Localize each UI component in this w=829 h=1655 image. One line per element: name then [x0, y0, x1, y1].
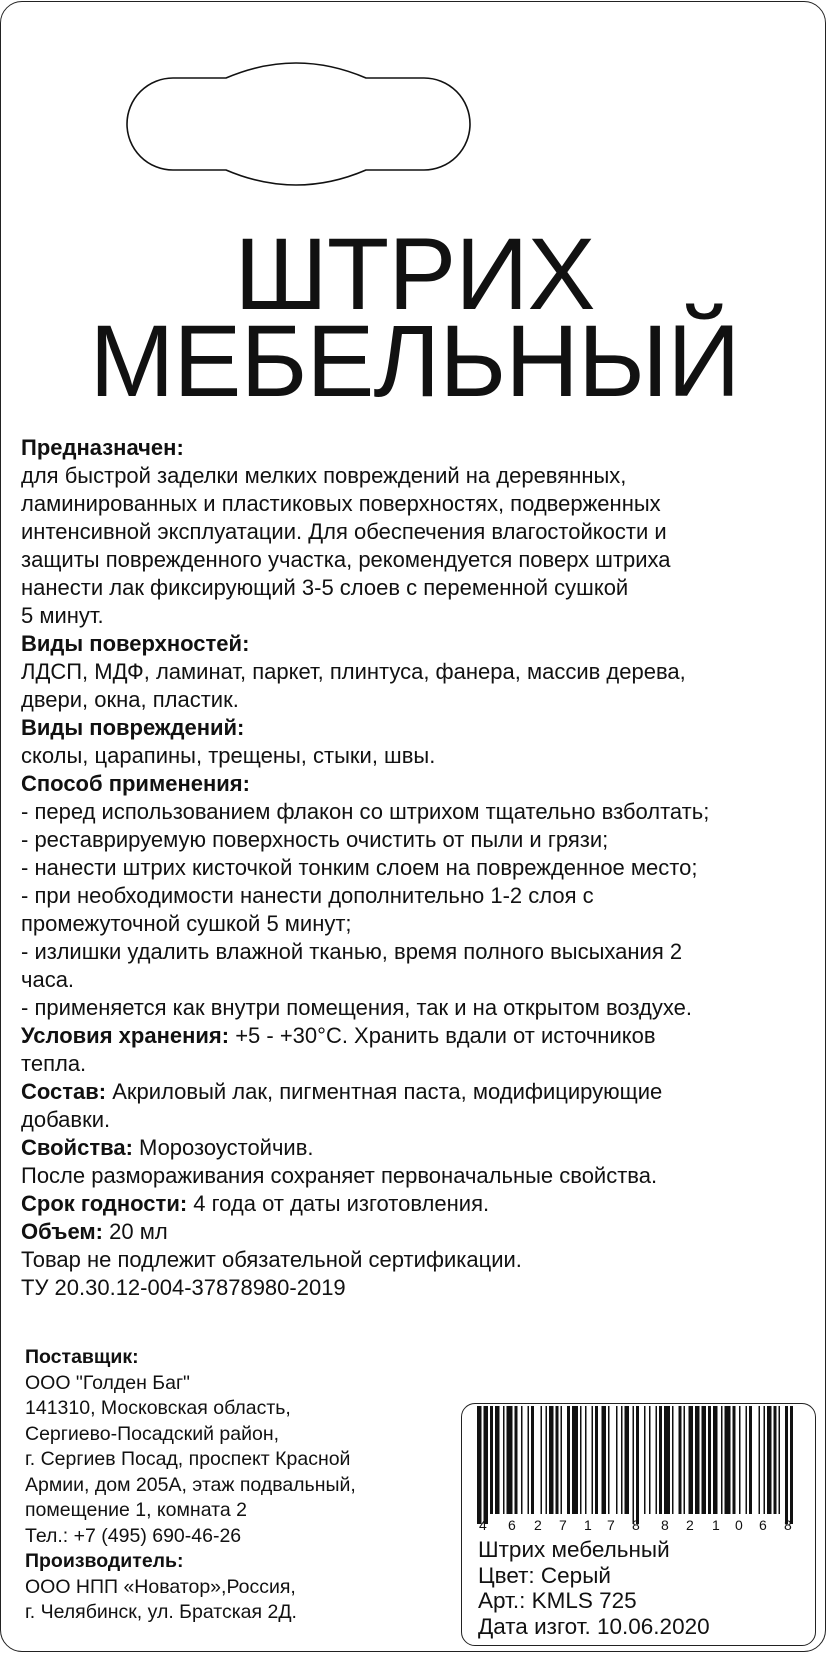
shelf-life-row [21, 1190, 821, 1218]
properties-heading: Свойства: [21, 1135, 133, 1160]
barcode-digit: 1 [712, 1517, 720, 1533]
barcode-bar [625, 1406, 630, 1514]
barcode-bar [602, 1406, 607, 1514]
hang-hole [0, 0, 829, 220]
purpose-line: интенсивной эксплуатации. Для обеспечения влагостойкости и [21, 519, 667, 544]
barcode-bar [521, 1406, 523, 1514]
barcode-digit: 4 [479, 1517, 487, 1533]
barcode-bar [790, 1406, 793, 1524]
barcode-bar [495, 1406, 500, 1514]
supplier-line: Тел.: +7 (495) 690-46-26 [25, 1524, 242, 1547]
supplier-line: Армии, дом 205А, этаж подвальный, [25, 1473, 356, 1496]
manufacturer-line: ООО НПП «Новатор»,Россия, [25, 1575, 296, 1598]
barcode-bar [702, 1406, 707, 1514]
supplier-heading: Поставщик: [25, 1346, 139, 1368]
product-label-text [478, 1537, 808, 1639]
barcode-bar [592, 1406, 594, 1514]
barcode-bar [549, 1406, 554, 1514]
barcode-bar [733, 1406, 736, 1514]
barcode-bar [616, 1406, 618, 1514]
barcode [475, 1406, 793, 1524]
barcode-bar [764, 1406, 766, 1514]
barcode-bar [785, 1406, 788, 1524]
purpose-line: защиты поврежденного участка, рекомендуется поверх штриха [21, 547, 671, 572]
barcode-bar [749, 1406, 752, 1514]
surfaces-line: ЛДСП, МДФ, ламинат, паркет, плинтуса, фанера, массив дерева, [21, 659, 686, 684]
barcode-bar [633, 1406, 635, 1524]
storage-text-2: тепла. [21, 1051, 87, 1076]
supplier-block [25, 1345, 445, 1626]
description-block [21, 434, 821, 1302]
shelf-life-text: 4 года от даты изготовления. [187, 1191, 490, 1216]
barcode-digit: 1 [584, 1517, 592, 1533]
barcode-bar [659, 1406, 662, 1514]
storage-row [21, 1022, 821, 1050]
barcode-digit: 6 [759, 1517, 767, 1533]
composition-text-2: добавки. [21, 1107, 111, 1132]
barcode-bar [679, 1406, 682, 1514]
barcode-bar [656, 1406, 658, 1514]
barcode-bar [774, 1406, 777, 1514]
barcode-bar [689, 1406, 694, 1514]
method-line: - нанести штрих кисточкой тонким слоем на поврежденное место; [21, 855, 698, 880]
method-heading: Способ применения: [21, 771, 250, 796]
properties-text: Морозоустойчив. [132, 1135, 314, 1160]
shelf-life-heading: Срок годности: [21, 1191, 188, 1216]
method-line: промежуточной сушкой 5 минут; [21, 911, 352, 936]
purpose-line: нанести лак фиксирующий 3-5 слоев с переменной сушкой [21, 575, 629, 600]
barcode-bar [528, 1406, 530, 1514]
barcode-digit: 2 [534, 1517, 542, 1533]
barcode-bar [556, 1406, 559, 1514]
barcode-bar [546, 1406, 548, 1514]
volume-heading: Объем: [21, 1219, 103, 1244]
barcode-bar [725, 1406, 731, 1514]
composition-heading: Состав: [21, 1079, 107, 1104]
storage-text: +5 - +30°С. Хранить вдали от источников [229, 1023, 656, 1048]
surfaces-line: двери, окна, пластик. [21, 687, 239, 712]
barcode-bar [746, 1406, 748, 1514]
barcode-digit: 8 [784, 1517, 792, 1533]
supplier-line: помещение 1, комната 2 [25, 1499, 247, 1521]
purpose-line: 5 минут. [21, 603, 104, 628]
barcode-bar [621, 1406, 623, 1514]
storage-heading: Условия хранения: [21, 1023, 230, 1048]
supplier-line: ООО "Голден Баг" [25, 1371, 190, 1394]
barcode-bar [595, 1406, 598, 1514]
barcode-bar [672, 1406, 674, 1514]
barcode-bar [644, 1406, 646, 1514]
barcode-bar [515, 1406, 518, 1514]
barcode-bar [708, 1406, 711, 1514]
product-article: Арт.: KMLS 725 [478, 1588, 637, 1613]
title-line-2: МЕБЕЛЬНЫЙ [89, 304, 740, 418]
barcode-digit: 0 [735, 1517, 743, 1533]
barcode-digit: 7 [607, 1517, 615, 1533]
composition-text: Акриловый лак, пигментная паста, модифицирующие [106, 1079, 663, 1104]
method-line: часа. [21, 967, 75, 992]
damage-heading: Виды повреждений: [21, 715, 245, 740]
barcode-bar [567, 1406, 570, 1514]
method-line: - при необходимости нанести дополнительно 1-2 слоя с [21, 883, 594, 908]
purpose-line: ламинированных и пластиковых поверхностях, подверженных [21, 491, 661, 516]
manufacture-date: Дата изгот. 10.06.2020 [478, 1613, 710, 1639]
barcode-bar [664, 1406, 670, 1514]
properties-text-2: После размораживания сохраняет первоначальные свойства. [21, 1163, 658, 1188]
barcode-bar [507, 1406, 513, 1514]
purpose-heading: Предназначен: [21, 435, 184, 460]
surfaces-heading: Виды поверхностей: [21, 631, 250, 656]
method-line: - применяется как внутри помещения, так и на открытом воздухе. [21, 995, 692, 1020]
barcode-bar [684, 1406, 686, 1514]
properties-row [21, 1134, 821, 1162]
product-name: Штрих мебельный [478, 1537, 670, 1562]
method-line: - излишки удалить влажной тканью, время полного высыхания 2 [21, 939, 683, 964]
barcode-bar [649, 1406, 651, 1514]
barcode-bar [531, 1406, 534, 1514]
barcode-bar [759, 1406, 761, 1514]
method-line: - реставрируемую поверхность очистить от пыли и грязи; [21, 827, 609, 852]
supplier-line: 141310, Московская область, [25, 1397, 291, 1419]
barcode-bar [695, 1406, 700, 1514]
supplier-line: Сергиево-Посадский район, [25, 1422, 280, 1445]
barcode-bar [477, 1406, 482, 1524]
barcode-bar [541, 1406, 543, 1514]
barcode-bar [636, 1406, 639, 1524]
manufacturer-heading: Производитель: [25, 1550, 184, 1572]
barcode-bar [490, 1406, 493, 1514]
product-color: Цвет: Серый [478, 1562, 611, 1588]
barcode-digit: 6 [508, 1517, 516, 1533]
barcode-digit: 8 [661, 1517, 669, 1533]
barcode-digit: 8 [632, 1517, 640, 1533]
barcode-bar [572, 1406, 578, 1514]
barcode-digit: 7 [559, 1517, 567, 1533]
barcode-digits [476, 1516, 796, 1534]
certification-text: Товар не подлежит обязательной сертификации. [21, 1247, 522, 1272]
volume-row [21, 1218, 821, 1246]
barcode-bar [739, 1406, 741, 1514]
barcode-bar [608, 1406, 610, 1514]
barcode-bar [585, 1406, 587, 1514]
barcode-bar [721, 1406, 723, 1514]
barcode-bar [484, 1406, 489, 1524]
damage-line: сколы, царапины, трещены, стыки, швы. [21, 743, 436, 768]
barcode-bar [713, 1406, 718, 1514]
barcode-bar [779, 1406, 781, 1514]
barcode-bar [503, 1406, 505, 1514]
barcode-digit: 2 [686, 1517, 694, 1533]
barcode-bar [767, 1406, 772, 1514]
manufacturer-line: г. Челябинск, ул. Братская 2Д. [25, 1601, 297, 1623]
title-line-1: ШТРИХ [234, 217, 595, 331]
method-line: - перед использованием флакон со штрихом тщательно взболтать; [21, 799, 710, 824]
composition-row [21, 1078, 821, 1106]
tu-text: ТУ 20.30.12-004-37878980-2019 [21, 1275, 346, 1300]
volume-text: 20 мл [103, 1219, 168, 1244]
barcode-bar [561, 1406, 563, 1514]
purpose-line: для быстрой заделки мелких повреждений на деревянных, [21, 463, 627, 488]
supplier-line: г. Сергиев Посад, проспект Красной [25, 1448, 351, 1470]
barcode-bar [580, 1406, 582, 1514]
